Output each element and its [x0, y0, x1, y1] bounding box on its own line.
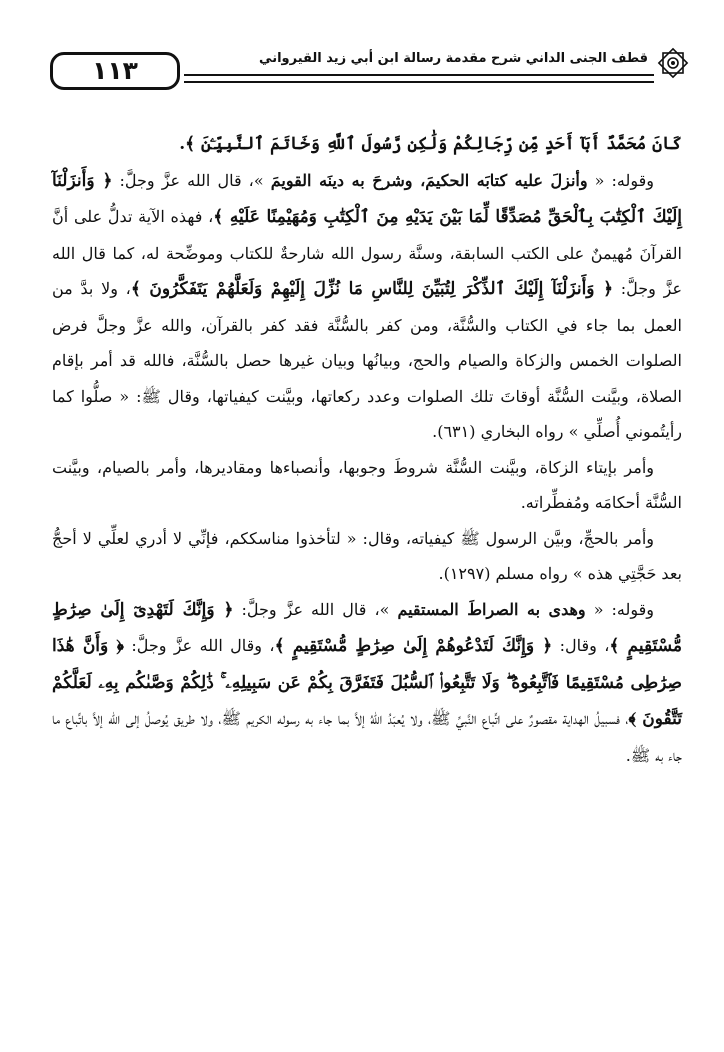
header-rule-top: [184, 74, 654, 76]
quoted-text: وأنزلَ عليه كتابَه الحكيمَ، وشرحَ به دينَه القويمَ: [270, 170, 588, 190]
body-text: [52, 126, 682, 1026]
commentary-text: وأمر بإيتاء الزكاة، وبيَّنت السُّنَّة شروطَ وجوبها، وأنصباءها ومقاديرها، وأمر بالصيام، وبيَّنت السُّنَّة أحكامَه ومُفطِّراته.: [52, 457, 682, 512]
quoted-text: وهدى به الصراطَ المستقيم: [397, 599, 586, 619]
quran-verse: كَانَ مُحَمَّدٌ أَبَآ أَحَدٍ مِّن رِّجَالِكُمْ وَلَٰكِن رَّسُولَ ٱللَّهِ وَخَاتَمَ ٱلنَّبِيِّـۧنَ ﴾.: [179, 134, 682, 154]
commentary-text: وقوله: «: [585, 599, 655, 619]
quran-verse: ﴿ وَإِنَّكَ لَتَدْعُوهُمْ إِلَىٰ صِرَٰطٍ مُّسْتَقِيمٍ ﴾: [274, 636, 553, 656]
paragraph: [52, 592, 682, 774]
commentary-text: وقوله: «: [587, 170, 655, 190]
commentary-text: »، قال الله عزَّ وجلَّ:: [233, 599, 398, 619]
quran-verse: ﴿ وَأَنَّ هَٰذَا صِرَٰطِى مُسْتَقِيمًا فَٱتَّبِعُوهُ ۖ وَلَا تَتَّبِعُوا۟ ٱلسُّبُلَ فَتَفَرَّقَ بِكُمْ عَن سَبِيلِهِۦ ۚ ذَٰلِكُمْ وَصَّىٰكُم بِهِۦ لَعَلَّكُمْ تَتَّقُونَ ﴾: [52, 636, 682, 729]
octagram-ornament-icon: [656, 46, 690, 80]
paragraph: [52, 126, 682, 163]
page-header: [44, 44, 684, 100]
commentary-text: ، فهذه الآية تدلُّ على أنَّ القرآنَ مُهيمنٌ على الكتب السابقة، وسنَّة رسول الله شارحةٌ للكتاب وموضِّحة له، كما قال الله عزَّ وجلَّ:: [52, 207, 683, 298]
commentary-text: ، فسبيلُ الهداية مقصورٌ على اتِّباع النَّبيِّ ﷺ، ولا يُعبَدُ اللهُ إلاَّ بما جاء به رسوله الكريم ﷺ، ولا طريق يُوصلُ إلى الله إلاَّ باتِّباع ما جاء به ﷺ.: [52, 709, 682, 765]
commentary-text: ، وقال الله عزَّ وجلَّ:: [123, 636, 275, 655]
quran-verse: ﴿ وَأَنزَلْنَآ إِلَيْكَ ٱلذِّكْرَ لِتُبَيِّنَ لِلنَّاسِ مَا نُزِّلَ إِلَيْهِمْ وَلَعَلَّهُمْ يَتَفَكَّرُونَ ﴾: [130, 279, 614, 299]
page-number: ١١٣: [50, 52, 180, 90]
quran-verse: ﴿ وَإِنَّكَ لَتَهْدِىٓ إِلَىٰ صِرَٰطٍ مُّسْتَقِيمٍ ﴾: [52, 599, 682, 656]
commentary-text: ، ولا بدَّ من العمل بما جاء في الكتاب والسُّنَّة، ومن كفر بالسُّنَّة فقد كفر بالقرآن، والله عزَّ وجلَّ فرض الصلوات الخمس والزكاة والصيام والحج، وبيانُها وبيان غيرها حصل بالسُّنَّة، فالله قد أمر بإقام الصلاة، وبيَّنت السُّنَّة أوقاتَ تلك الصلوات وعدد ركعاتها، وبيَّنت كيفياتها، وقال ﷺ: « صلُّوا كما رأيتُموني أُصلِّي » رواه البخاري (٦٣١).: [52, 279, 683, 441]
paragraph: [52, 163, 682, 450]
paragraph: [52, 521, 682, 592]
running-title: قطف الجنى الداني شرح مقدمة رسالة ابن أبي زيد القيرواني: [259, 51, 648, 66]
commentary-text: وأمر بالحجِّ، وبيَّن الرسول ﷺ كيفياته، وقال: « لتأخذوا مناسككم، فإنِّي لا أدري لعلِّي لا أحجُّ بعد حَجَّتِي هذه » رواه مسلم (١٢٩٧).: [52, 528, 682, 583]
header-rule-bottom: [184, 81, 654, 83]
commentary-text: ، وقال:: [552, 636, 610, 655]
commentary-text: »، قال الله عزَّ وجلَّ:: [112, 170, 271, 190]
paragraph: [52, 450, 682, 521]
quran-verse: ﴿ وَأَنزَلْنَآ إِلَيْكَ ٱلْكِتَٰبَ بِٱلْحَقِّ مُصَدِّقًا لِّمَا بَيْنَ يَدَيْهِ مِنَ ٱلْكِتَٰبِ وَمُهَيْمِنًا عَلَيْهِ ﴾: [52, 170, 683, 227]
